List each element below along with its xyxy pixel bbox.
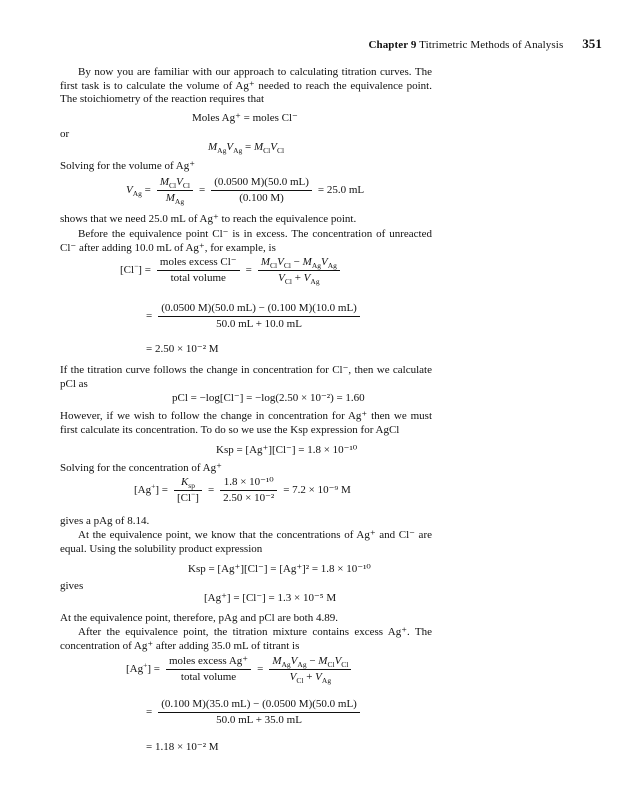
vag-result: = 25.0 mL	[317, 184, 365, 196]
ag2-frac-numerator: moles excess Ag⁺	[166, 655, 251, 670]
equation-ksp-equivalence: Ksp = [Ag⁺][Cl⁻] = [Ag⁺]² = 1.8 × 10⁻¹⁰	[188, 563, 371, 575]
excess-silver-result: = 1.18 × 10⁻² M	[146, 741, 219, 753]
paragraph: By now you are familiar with our approach to calculating titration curves. The first task is to calculate the volume of Ag⁺ needed to reach the equivalence point. The stoichiometry of the reaction requires that	[60, 66, 432, 105]
paragraph: shows that we need 25.0 mL of Ag⁺ to reach the equivalence point.	[60, 213, 357, 225]
vag-denominator: (0.100 M)	[239, 192, 284, 204]
cl-frac-numerator: moles excess Cl⁻	[157, 256, 240, 271]
vag-numerator: (0.0500 M)(50.0 mL)	[211, 176, 312, 191]
cl-frac-denominator: total volume	[170, 272, 226, 284]
page-number: 351	[582, 36, 602, 51]
ag2-denominator: 50.0 mL + 35.0 mL	[216, 714, 302, 726]
chapter-label: Chapter 9	[368, 39, 417, 51]
paragraph: Solving for the concentration of Ag⁺	[60, 462, 222, 474]
cl-denominator: 50.0 mL + 10.0 mL	[216, 318, 302, 330]
ag-numerator: 1.8 × 10⁻¹⁰	[220, 476, 277, 491]
equation-excess-silver-numeric: = $\frac{(0.100 M)(35.0 mL) - (0.0500 M)(50.0 mL)}{50.0 mL + 35.0 mL}$	[146, 698, 360, 727]
paragraph: gives a pAg of 8.14.	[60, 515, 150, 527]
equation-volume-ag: $V_{Ag}$ = $\frac{M_{Cl}V_{Cl}}{M_{Ag}}$ = $\frac{(0.0500 M)(50.0 mL)}{(0.100 M)}$ = 25.0 mL	[126, 176, 365, 207]
running-header	[368, 36, 602, 52]
paragraph: If the titration curve follows the change in concentration for Cl⁻, then we calculate pCl as	[60, 364, 432, 390]
paragraph: Before the equivalence point Cl⁻ is in excess. The concentration of unreacted Cl⁻ after adding 10.0 mL of Ag⁺, for example, is	[60, 228, 432, 254]
equation-chloride-numeric: = $\frac{(0.0500 M)(50.0 mL) - (0.100 M)(10.0 mL)}{50.0 mL + 10.0 mL}$	[146, 302, 360, 331]
equation-silver: [Ag+] = $\frac{K_{sp}}{[Cl^-]}$ = $\frac{\text{1.8 × 10⁻¹⁰}}{\text{2.50 × 10⁻²}}$ = 7.2 × 10⁻⁹ M	[134, 476, 351, 504]
equation-excess-silver: [Ag+] = $\frac{\text{moles excess Ag⁺}}{\text{total volume}}$ = $\frac{M_{Ag}V_{Ag} - M_{Cl}V_{Cl}}{V_{Cl} + V_{Ag}}$	[126, 655, 351, 684]
equation-ksp: Ksp = [Ag⁺][Cl⁻] = 1.8 × 10⁻¹⁰	[216, 444, 358, 456]
connector-gives: gives	[60, 580, 84, 592]
ag-result: = 7.2 × 10⁻⁹ M	[283, 484, 351, 496]
paragraph: Solving for the volume of Ag⁺	[60, 160, 196, 172]
ag2-numerator: (0.100 M)(35.0 mL) − (0.0500 M)(50.0 mL)	[158, 698, 360, 713]
equation-equal-concentrations: [Ag⁺] = [Cl⁻] = 1.3 × 10⁻⁵ M	[204, 592, 337, 604]
ag2-frac-denominator: total volume	[180, 671, 237, 683]
chapter-title: Titrimetric Methods of Analysis	[419, 39, 564, 51]
paragraph: At the equivalence point, we know that the concentrations of Ag⁺ and Cl⁻ are equal. Using the solubility product expression	[60, 529, 432, 555]
chloride-result: = 2.50 × 10⁻² M	[146, 343, 219, 355]
equation-moles: Moles Ag⁺ = moles Cl⁻	[192, 112, 298, 124]
equation-pcl: pCl = −log[Cl⁻] = −log(2.50 × 10⁻²) = 1.60	[172, 392, 365, 404]
connector-or: or	[60, 128, 70, 140]
equation-stoichiometry: $M_{Ag}V_{Ag} = M_{Cl}V_{Cl}$	[208, 141, 285, 156]
paragraph: However, if we wish to follow the change in concentration for Ag⁺ then we must first calculate its concentration. To do so we use the Ksp expression for AgCl	[60, 410, 432, 436]
cl-numerator: (0.0500 M)(50.0 mL) − (0.100 M)(10.0 mL)	[158, 302, 360, 317]
paragraph: At the equivalence point, therefore, pAg and pCl are both 4.89.	[60, 612, 338, 624]
equation-chloride: [Cl−] = $\frac{\text{moles excess Cl⁻}}{\text{total volume}}$ = $\frac{M_{Cl}V_{Cl} - M_{Ag}V_{Ag}}{V_{Cl} + V_{Ag}}$	[120, 256, 340, 285]
ag-denominator: 2.50 × 10⁻²	[223, 492, 275, 504]
paragraph: After the equivalence point, the titration mixture contains excess Ag⁺. The concentration of Ag⁺ after adding 35.0 mL of titrant is	[60, 626, 432, 652]
